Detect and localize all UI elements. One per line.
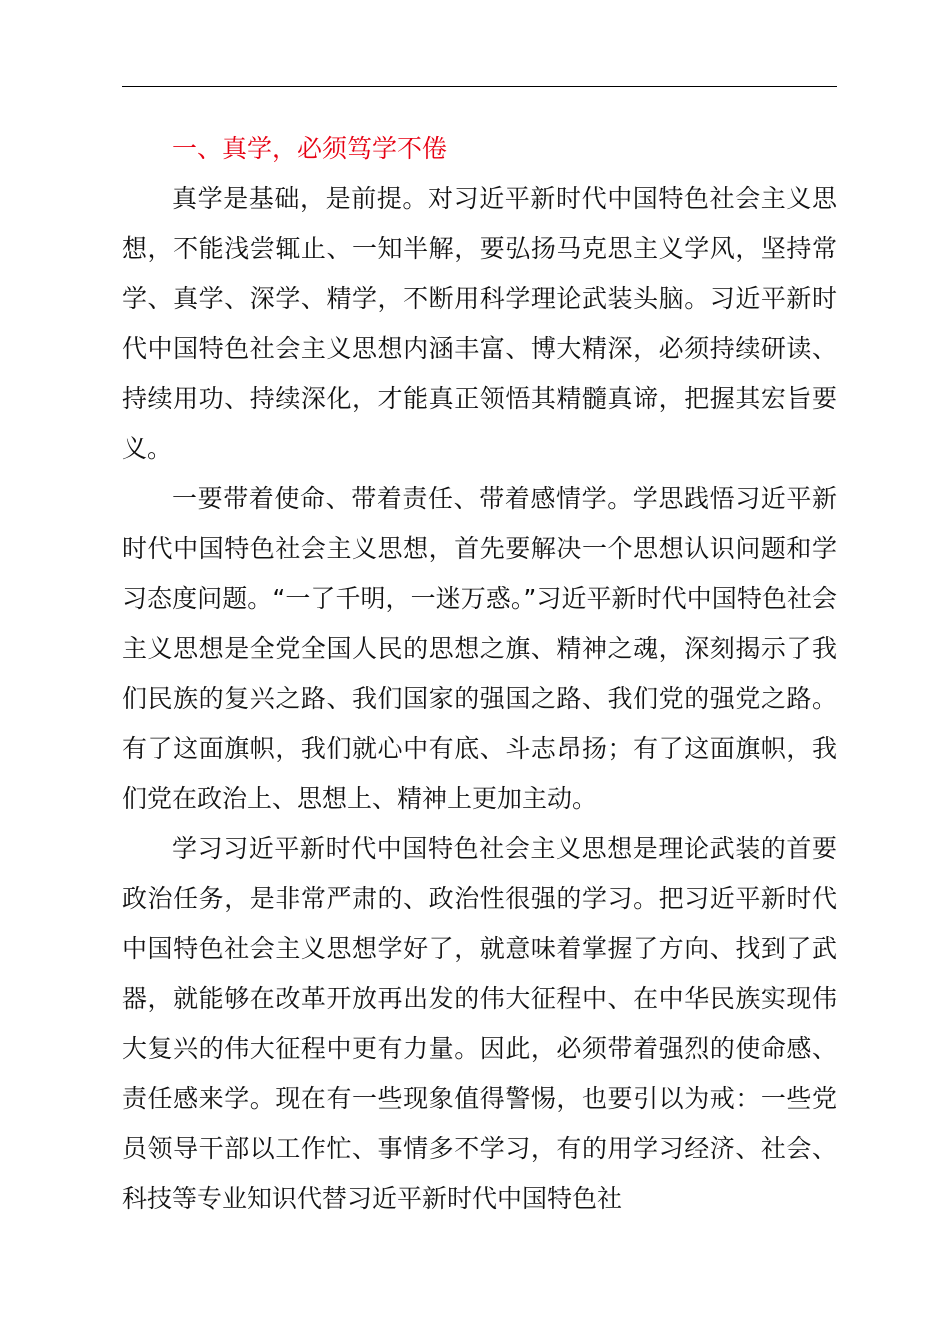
paragraph-3: 学习习近平新时代中国特色社会主义思想是理论武装的首要政治任务，是非常严肃的、政治性很强的学习。把习近平新时代中国特色社会主义思想学好了，就意味着掌握了方向、找到了武器，就能够在改革开放再出发的伟大征程中、在中华民族实现伟大复兴的伟大征程中更有力量。因此，必须带着强烈的使命感、责任感来学。现在有一些现象值得警惕，也要引以为戒：一些党员领导干部以工作忙、事情多不学习，有的用学习经济、社会、科技等专业知识代替习近平新时代中国特色社: [122, 834, 837, 1213]
section-heading: 一、真学，必须笃学不倦: [172, 134, 448, 163]
header-rule: [122, 86, 837, 87]
paragraph-1: 真学是基础，是前提。对习近平新时代中国特色社会主义思想，不能浅尝辄止、一知半解，要弘扬马克思主义学风，坚持常学、真学、深学、精学，不断用科学理论武装头脑。习近平新时代中国特色社会主义思想内涵丰富、博大精深，必须持续研读、持续用功、持续深化，才能真正领悟其精髓真谛，把握其宏旨要义。: [122, 184, 837, 463]
paragraph-2: 一要带着使命、带着责任、带着感情学。学思践悟习近平新时代中国特色社会主义思想，首先要解决一个思想认识问题和学习态度问题。“一了千明，一迷万惑。”习近平新时代中国特色社会主义思想是全党全国人民的思想之旗、精神之魂，深刻揭示了我们民族的复兴之路、我们国家的强国之路、我们党的强党之路。有了这面旗帜，我们就心中有底、斗志昂扬；有了这面旗帜，我们党在政治上、思想上、精神上更加主动。: [122, 484, 837, 813]
document-body: [122, 124, 837, 1224]
